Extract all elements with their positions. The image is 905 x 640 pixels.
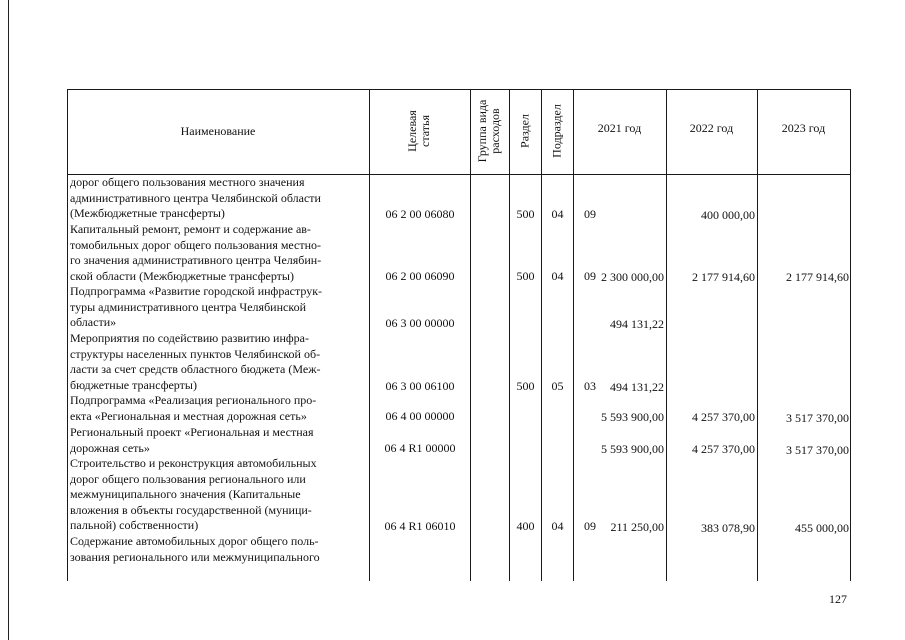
row-name-line: Мероприятия по содействию развитию инфра- <box>70 331 309 345</box>
row-article: 06 4 00 00000 <box>385 409 455 423</box>
row-section: 04 <box>551 207 564 221</box>
row-value-2022: 4 257 370,00 <box>692 442 755 456</box>
row-subsection: 09 <box>584 207 596 221</box>
row-group: 500 <box>516 379 535 393</box>
row-value-2023: 455 000,00 <box>795 521 849 535</box>
row-name-line: го значения административного центра Челябин- <box>70 253 322 267</box>
row-name-line: структуры населенных пунктов Челябинской об- <box>70 346 321 361</box>
row-name-line: екта «Региональная и местная дорожная сеть» <box>70 408 307 423</box>
row-article: 06 3 00 06100 <box>385 379 455 393</box>
row-value-2021: 2 300 000,00 <box>601 270 664 284</box>
col-border-article <box>470 89 471 581</box>
header-name: Наименование <box>180 124 256 138</box>
row-value-2022: 2 177 914,60 <box>692 270 755 284</box>
row-value-2022: 4 257 370,00 <box>692 410 755 424</box>
row-article: 06 3 00 00000 <box>385 316 455 330</box>
row-article: 06 2 00 06080 <box>385 207 455 221</box>
row-name-line: (Межбюджетные трансферты) <box>70 206 225 220</box>
row-name <box>70 534 362 565</box>
row-name-line: Региональный проект «Региональная и местная <box>70 425 314 439</box>
row-name <box>70 393 362 424</box>
row-name-line: ласти за счет средств областного бюджета (Меж- <box>70 362 321 376</box>
page-number: 127 <box>829 592 847 606</box>
row-section: 04 <box>551 519 564 533</box>
row-name-line: Строительство и реконструкция автомобильных <box>70 456 317 470</box>
row-name-line: Подпрограмма «Реализация регионального про- <box>70 393 317 407</box>
row-subsection: 03 <box>584 379 596 393</box>
row-name <box>70 284 362 331</box>
row-subsection: 09 <box>584 269 596 283</box>
header-2023: 2023 год <box>781 120 826 135</box>
row-name-line: бюджетные трансферты) <box>70 377 197 392</box>
header-section: Раздел <box>517 114 532 148</box>
row-name-line: томобильных дорог общего пользования местно- <box>70 237 322 252</box>
row-name-line: межмуниципального значения (Капитальные <box>70 487 301 501</box>
row-name <box>70 425 362 456</box>
header-2021: 2021 год <box>597 120 642 135</box>
row-value-2023: 3 517 370,00 <box>786 443 849 457</box>
row-name-line: туры административного центра Челябинской <box>70 299 306 314</box>
row-name-line: ской области (Межбюджетные трансферты) <box>70 268 294 283</box>
row-section: 05 <box>551 379 564 393</box>
row-subsection: 09 <box>584 519 596 533</box>
header-2022: 2022 год <box>689 120 734 135</box>
row-group: 500 <box>516 269 535 283</box>
row-name-line: пальной) собственности) <box>70 518 199 532</box>
row-value-2021: 5 593 900,00 <box>601 442 664 456</box>
scan-edge-line <box>8 0 9 640</box>
header-expense-group: Группа вида расходов <box>475 99 502 163</box>
row-value-2021: 211 250,00 <box>610 520 664 534</box>
header-subsection: Подраздел <box>549 104 564 158</box>
row-name <box>70 456 362 534</box>
budget-table <box>67 89 851 581</box>
row-group: 400 <box>516 519 535 533</box>
row-name-line: административного центра Челябинской области <box>70 190 321 205</box>
row-name-line: вложения в объекты государственной (муници- <box>70 502 312 517</box>
col-border-group <box>509 89 510 581</box>
row-section: 04 <box>551 269 564 283</box>
row-value-2022: 383 078,90 <box>701 521 755 535</box>
col-border-name <box>369 89 370 581</box>
row-name <box>70 331 362 393</box>
row-name-line: дорог общего пользования регионального или <box>70 471 306 486</box>
row-value-2021: 494 131,22 <box>610 380 664 394</box>
row-article: 06 4 R1 00000 <box>384 441 456 455</box>
row-value-2022: 400 000,00 <box>701 208 755 222</box>
row-value-2021: 494 131,22 <box>610 317 664 331</box>
row-article: 06 2 00 06090 <box>385 269 455 283</box>
row-value-2023: 3 517 370,00 <box>786 411 849 425</box>
row-name-line: дорог общего пользования местного значения <box>70 175 305 189</box>
col-border-section <box>541 89 542 581</box>
row-name-line: области» <box>70 315 117 329</box>
row-group: 500 <box>516 207 535 221</box>
row-name <box>70 175 362 222</box>
col-border-right <box>850 89 851 581</box>
row-name-line: Содержание автомобильных дорог общего поль- <box>70 534 319 548</box>
row-article: 06 4 R1 06010 <box>384 519 456 533</box>
header-article: Целевая статья <box>405 110 432 152</box>
row-name <box>70 222 362 284</box>
row-name-line: Подпрограмма «Развитие городской инфраструк- <box>70 284 323 298</box>
row-value-2021: 5 593 900,00 <box>601 410 664 424</box>
row-value-2023: 2 177 914,60 <box>786 270 849 284</box>
row-name-line: дорожная сеть» <box>70 440 150 455</box>
row-name-line: зования регионального или межмуниципального <box>70 549 320 564</box>
row-name-line: Капитальный ремонт, ремонт и содержание ав- <box>70 222 311 236</box>
